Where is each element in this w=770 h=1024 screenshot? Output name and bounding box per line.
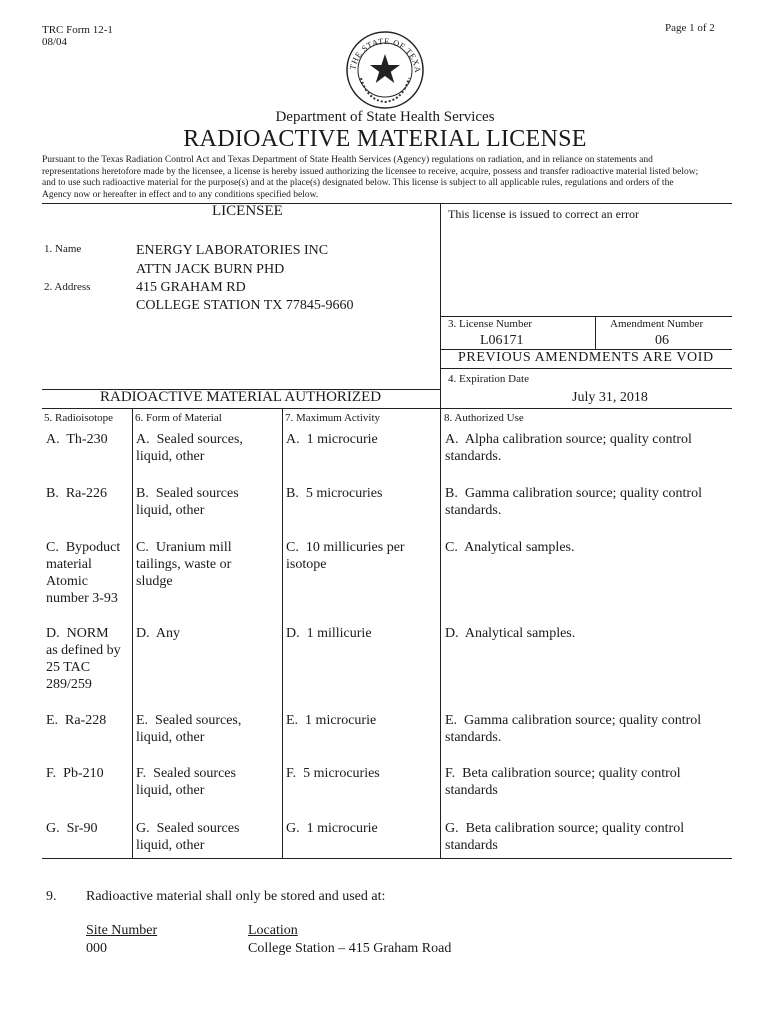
row-g-form: G. Sealed sources liquid, other: [136, 821, 240, 853]
row-f-use: F. Beta calibration source; quality control standards: [445, 766, 681, 798]
row-g-isotope: G. Sr-90: [46, 821, 98, 836]
licensee-street: 415 GRAHAM RD: [136, 280, 246, 295]
row-a-use: A. Alpha calibration source; quality control standards.: [445, 432, 692, 464]
licensee-city: COLLEGE STATION TX 77845-9660: [136, 298, 354, 313]
license-box-top: [440, 316, 732, 317]
name-label: 1. Name: [44, 243, 82, 255]
licensee-attn: ATTN JACK BURN PHD: [136, 262, 285, 277]
col-header-use: 8. Authorized Use: [444, 412, 524, 424]
right-column-divider: [440, 203, 441, 859]
license-box-divider: [595, 316, 596, 349]
licensee-heading: LICENSEE: [212, 203, 283, 219]
row-g-use: G. Beta calibration source; quality control standards: [445, 821, 685, 853]
row-c-isotope: C. Bypoduct material Atomic number 3-93: [46, 540, 121, 606]
row-b-activity: B. 5 microcuries: [286, 486, 383, 501]
licensee-name: ENERGY LABORATORIES INC: [136, 243, 329, 258]
row-b-form: B. Sealed sources liquid, other: [136, 486, 239, 518]
page-title: RADIOACTIVE MATERIAL LICENSE: [183, 126, 587, 152]
site-number-label: Site Number: [86, 923, 158, 938]
row-e-form: E. Sealed sources, liquid, other: [136, 713, 242, 745]
row-c-activity: C. 10 millicuries per isotope: [286, 540, 405, 572]
row-e-activity: E. 1 microcurie: [286, 713, 377, 728]
row-a-isotope: A. Th-230: [46, 432, 108, 447]
col-header-isotope: 5. Radioisotope: [44, 412, 114, 424]
preamble-line-4: Agency now or hereafter in effect and to any conditions specified below.: [42, 189, 319, 200]
row-c-use: C. Analytical samples.: [445, 540, 575, 555]
license-number-label: 3. License Number: [448, 318, 532, 330]
license-box-bottom: [440, 368, 732, 369]
column-divider-2: [282, 408, 283, 859]
condition-9-text: Radioactive material shall only be stored and used at:: [86, 889, 386, 904]
amendment-number: 06: [655, 333, 669, 348]
table-bottom-rule: [42, 858, 732, 859]
preamble-line-1: Pursuant to the Texas Radiation Control Act and Texas Department of State Health Services (Agency) regulations on radiation, and in reliance on statements and: [42, 155, 653, 165]
row-f-isotope: F. Pb-210: [46, 766, 104, 781]
row-b-use: B. Gamma calibration source; quality control standards.: [445, 486, 702, 518]
preamble-line-2: representations heretofore made by the licensee, a license is hereby issued authorizing the licensee to receive, acquire, possess and transfer radioactive material listed below;: [42, 166, 699, 177]
seal-text: THE STATE OF TEXA: [347, 35, 424, 74]
texas-seal-icon: [345, 30, 425, 110]
row-f-activity: F. 5 microcuries: [286, 766, 380, 781]
columns-top-rule: [42, 408, 732, 409]
authorized-heading: RADIOACTIVE MATERIAL AUTHORIZED: [100, 389, 382, 405]
row-d-use: D. Analytical samples.: [445, 626, 576, 641]
row-c-form: C. Uranium mill tailings, waste or sludge: [136, 540, 232, 589]
license-note: This license is issued to correct an error: [448, 207, 639, 221]
col-header-activity: 7. Maximum Activity: [285, 412, 381, 424]
row-d-isotope: D. NORM as defined by 25 TAC 289/259: [46, 626, 121, 692]
location-label: Location: [248, 923, 298, 938]
department-name: Department of State Health Services: [275, 109, 495, 125]
row-d-activity: D. 1 millicurie: [286, 626, 372, 641]
column-divider-1: [132, 408, 133, 859]
license-number: L06171: [480, 333, 524, 348]
previous-amendments-void: PREVIOUS AMENDMENTS ARE VOID: [458, 350, 714, 365]
condition-9-number: 9.: [46, 889, 57, 904]
row-f-form: F. Sealed sources liquid, other: [136, 766, 236, 798]
col-header-form: 6. Form of Material: [135, 412, 222, 424]
form-date: 08/04: [42, 36, 68, 48]
row-d-form: D. Any: [136, 626, 180, 641]
preamble-line-3: and to use such radioactive material for the purpose(s) and at the place(s) designated below. This license is subject to all applicable rules, regulations and orders of the: [42, 178, 674, 188]
row-e-isotope: E. Ra-228: [46, 713, 107, 728]
row-e-use: E. Gamma calibration source; quality control standards.: [445, 713, 702, 745]
licensee-top-rule: [42, 203, 732, 204]
form-id: TRC Form 12-1: [42, 24, 113, 36]
expiration-label: 4. Expiration Date: [448, 373, 529, 385]
row-a-activity: A. 1 microcurie: [286, 432, 378, 447]
row-a-form: A. Sealed sources, liquid, other: [136, 432, 243, 464]
row-b-isotope: B. Ra-226: [46, 486, 108, 501]
address-label: 2. Address: [44, 281, 91, 293]
site-number: 000: [86, 941, 107, 956]
page-number: Page 1 of 2: [665, 22, 715, 34]
row-g-activity: G. 1 microcurie: [286, 821, 378, 836]
expiration-date: July 31, 2018: [572, 390, 648, 405]
location-value: College Station – 415 Graham Road: [248, 941, 452, 956]
amendment-label: Amendment Number: [610, 318, 704, 330]
